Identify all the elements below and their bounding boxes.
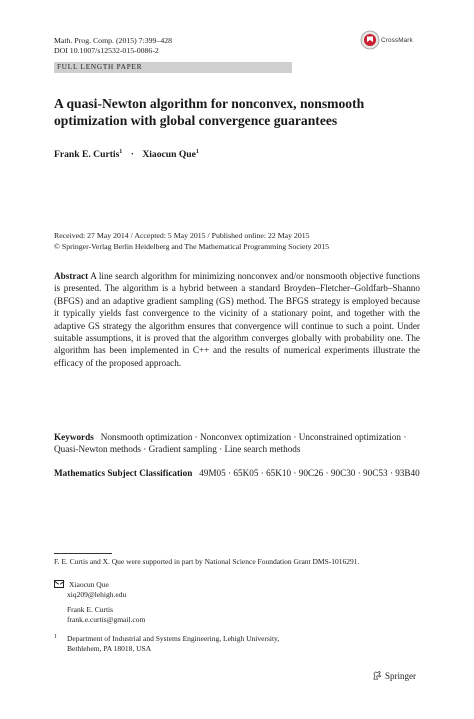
author-name[interactable]: Xiaocun Que <box>142 149 196 161</box>
journal-line: Math. Prog. Comp. (2015) 7:399–428 <box>54 36 173 45</box>
keywords-text: Nonsmooth optimization · Nonconvex optimization · Unconstrained optimization · Quasi-Newton methods · Gradient sampling · Line search methods <box>54 432 407 455</box>
affiliation-number: 1 <box>54 634 57 640</box>
msc-section <box>54 467 420 479</box>
contact-block <box>54 580 145 625</box>
crossmark-label: CrossMark <box>381 37 413 44</box>
springer-horse-icon <box>372 670 383 681</box>
publisher-name: Springer <box>385 671 416 681</box>
abstract-heading: Abstract <box>54 271 89 281</box>
title-line-1: A quasi-Newton algorithm for nonconvex, nonsmooth <box>54 96 365 111</box>
abstract-text: A line search algorithm for minimizing nonconvex and/or nonsmooth objective functions is presented. The algorithm is a hybrid between a standard Broyden–Fletcher–Goldfarb–Shanno (BFGS) and an adaptive gradient sampling (GS) method. The BFGS strategy is employed because it typically yields fast convergence to the vicinity of a stationary point, and together with the adaptive GS strategy the algorithm ensures that convergence will continue to such a point. Under suitable assumptions, it is proved that the algorithm converges globally with probability one. The algorithm has been implemented in C++ and the results of numerical experiments illustrate the efficacy of the proposed approach. <box>54 271 420 368</box>
author-list <box>54 149 199 160</box>
article-type-label: FULL LENGTH PAPER <box>57 63 143 71</box>
keywords-heading: Keywords <box>54 432 94 442</box>
affiliation-mark: 1 <box>195 149 199 155</box>
contact-name: Frank E. Curtis <box>67 605 114 614</box>
envelope-icon <box>54 580 64 588</box>
crossmark-icon <box>360 30 380 50</box>
publication-history <box>54 231 434 252</box>
dates-line: Received: 27 May 2014 / Accepted: 5 May 2015 / Published online: 22 May 2015 <box>54 231 310 240</box>
funding-footnote: F. E. Curtis and X. Que were supported in part by National Science Foundation Grant DMS-1016291. <box>54 557 360 566</box>
keywords-section <box>54 431 420 456</box>
affiliation-line-2: Bethlehem, PA 18018, USA <box>67 644 152 653</box>
msc-heading: Mathematics Subject Classification <box>54 468 193 478</box>
footnote-divider <box>54 553 112 554</box>
contact-email-link[interactable]: frank.e.curtis@gmail.com <box>67 615 146 624</box>
contact-email-link[interactable]: xiq209@lehigh.edu <box>67 590 127 599</box>
publisher-logo <box>372 670 416 681</box>
author-name[interactable]: Frank E. Curtis <box>54 149 120 161</box>
abstract-section <box>54 270 420 369</box>
journal-citation <box>54 36 172 56</box>
contact-name: Xiaocun Que <box>69 580 109 589</box>
paper-title <box>54 95 434 129</box>
msc-codes: 49M05 · 65K05 · 65K10 · 90C26 · 90C30 · 90C53 · 93B40 <box>199 468 420 478</box>
article-type-banner <box>54 62 292 73</box>
author-separator: · <box>130 149 134 161</box>
affiliation-mark: 1 <box>119 149 123 155</box>
doi-link[interactable]: DOI 10.1007/s12532-015-0086-2 <box>54 46 159 55</box>
affiliation-line-1: Department of Industrial and Systems Engineering, Lehigh University, <box>67 634 280 643</box>
title-line-2: optimization with global convergence guarantees <box>54 113 338 128</box>
copyright-line: © Springer-Verlag Berlin Heidelberg and The Mathematical Programming Society 2015 <box>54 241 330 251</box>
affiliation-block <box>54 634 279 654</box>
crossmark-badge[interactable] <box>360 30 430 52</box>
